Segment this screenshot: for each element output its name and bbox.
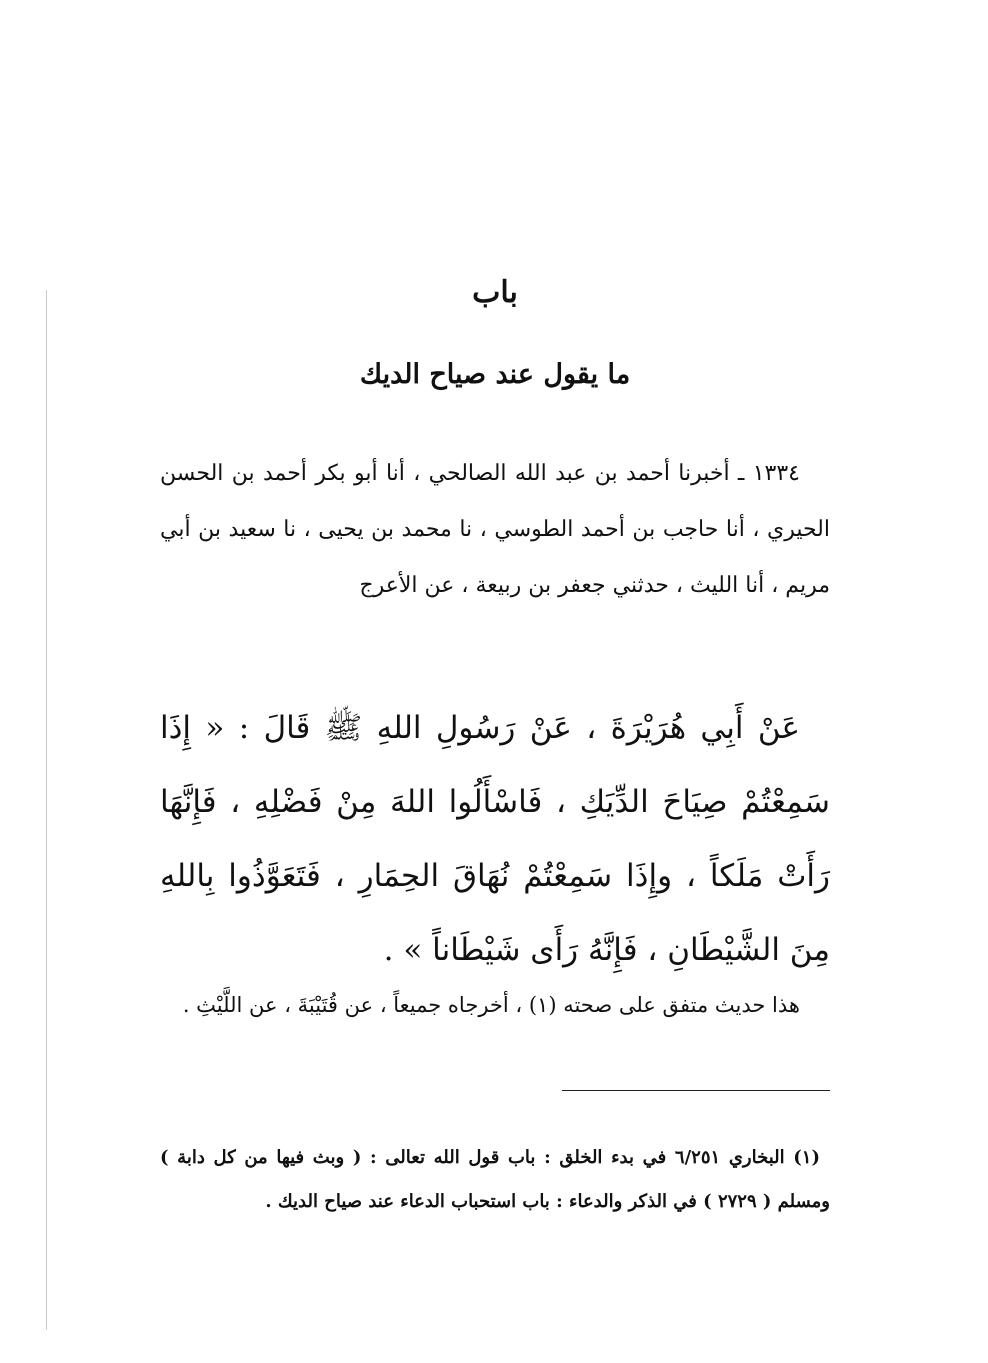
hadith-isnad: ١٣٣٤ ـ أخبرنا أحمد بن عبد الله الصالحي ، أنا أبو بكر أحمد بن الحسن الحيري ، أنا حاجب بن أحمد الطوسي ، نا محمد بن يحيى ، نا سعيد بن أبي مريم ، أنا الليث ، حدثني جعفر بن ربيعة ، عن الأعرج [160, 461, 830, 598]
book-page [160, 0, 830, 1363]
footnote: (١) البخاري ٦/٢٥١ في بدء الخلق : باب قول الله تعالى : ( وبث فيها من كل دابة ) ومسلم ( ٢٧٢٩ ) في الذكر والدعاء : باب استحباب الدعاء عند صياح الديك . [160, 1147, 830, 1212]
hadith-text: عَنْ أَبِي هُرَيْرَةَ ، عَنْ رَسُولِ اللهِ ﷺ قَالَ : « إِذَا سَمِعْتُمْ صِيَاحَ الدِّيَكِ ، فَاسْأَلُوا اللهَ مِنْ فَضْلِهِ ، فَإِنَّهَا رَأَتْ مَلَكاً ، وإِذَا سَمِعْتُمْ نُهَاقَ الحِمَارِ ، فَتَعَوَّذُوا بِاللهِ مِنَ الشَّيْطَانِ ، فَإِنَّهُ رَأَى شَيْطَاناً » . [160, 710, 830, 968]
footnote-separator [562, 1090, 830, 1091]
chapter-heading: باب [472, 275, 518, 310]
author-comment: هذا حديث متفق على صحته (١) ، أخرجاه جميعاً ، عن قُتَيْبَةَ ، عن اللَّيْثِ . [182, 993, 800, 1017]
scan-margin-line [46, 290, 47, 1330]
chapter-title: ما يقول عند صياح الديك [359, 359, 631, 390]
